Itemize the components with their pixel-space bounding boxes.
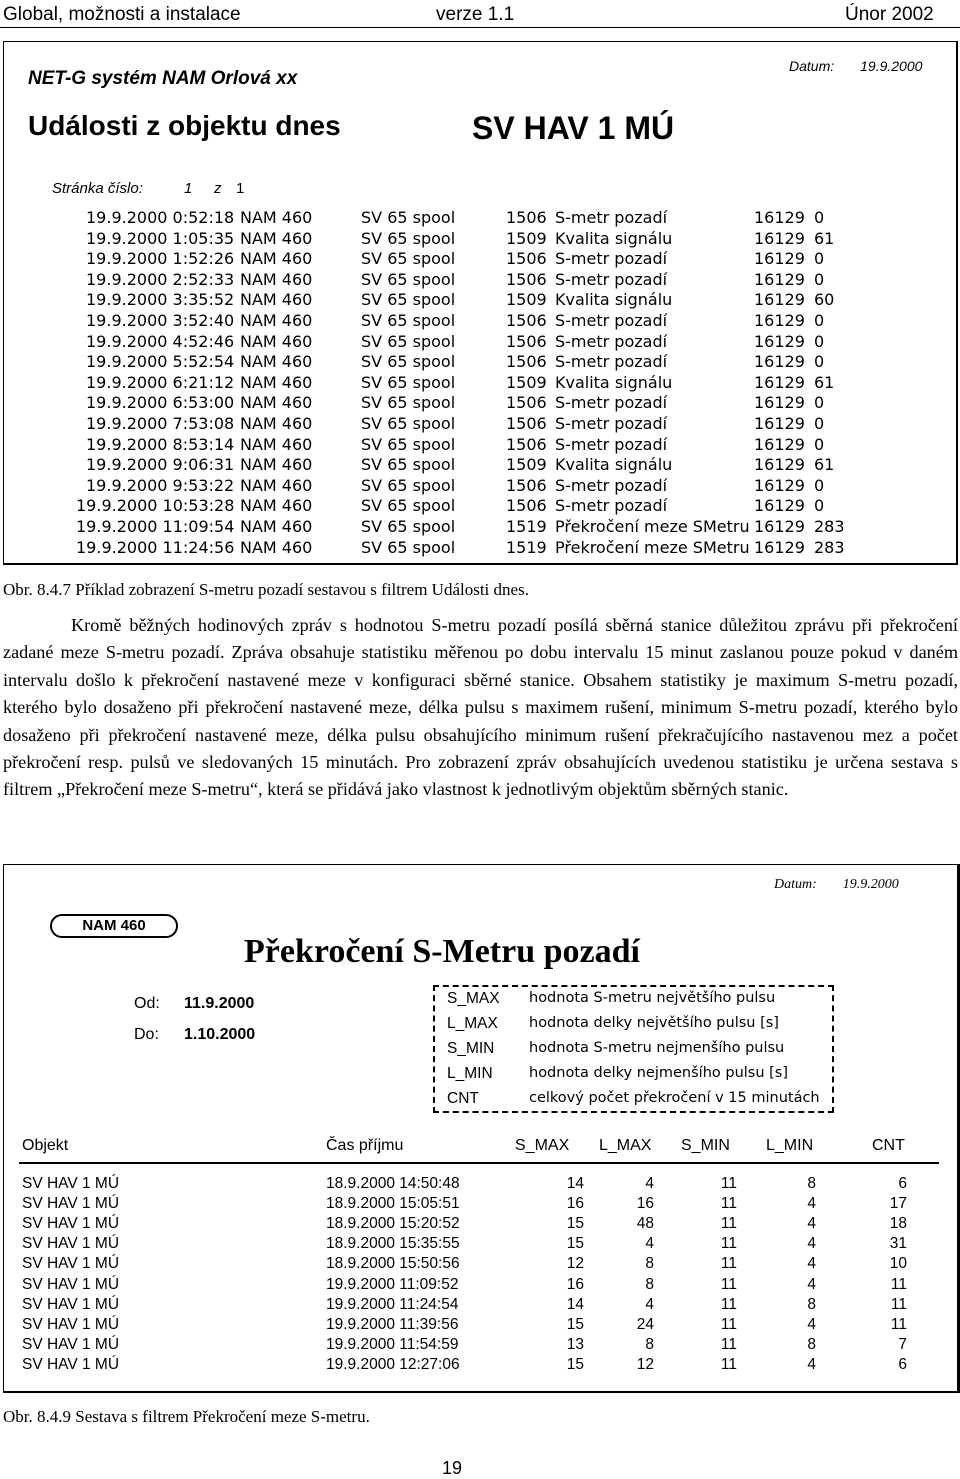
col-smin-cell: 11 (720, 1315, 737, 1333)
event-row (4, 352, 954, 372)
col-smin-cell: 11 (720, 1275, 737, 1293)
event-type: S-metr pozadí (555, 414, 668, 433)
col-smax-cell: 15 (566, 1215, 584, 1233)
figure2-caption: Obr. 8.4.9 Sestava s filtrem Překročení meze S-metru. (3, 1407, 370, 1426)
event-row (4, 249, 954, 269)
event-source: SV 65 spool (361, 208, 456, 227)
col-objekt-cell: SV HAV 1 MÚ (22, 1175, 120, 1192)
event-object-id: 16129 (754, 331, 805, 351)
event-object-id: 16129 (754, 228, 805, 248)
event-code: 1506 (506, 414, 547, 433)
col-cnt-cell: 31 (889, 1235, 907, 1253)
col-lmax-cell: 8 (645, 1335, 654, 1353)
col-lmax-cell: 4 (645, 1175, 654, 1192)
event-station: NAM 460 (240, 290, 313, 310)
table-row (4, 1316, 954, 1336)
event-value: 0 (814, 269, 825, 289)
event-type: S-metr pozadí (555, 208, 668, 227)
event-type: S-metr pozadí (555, 269, 668, 289)
event-value: 0 (814, 352, 825, 372)
event-value: 61 (814, 228, 835, 248)
col-cnt-cell: 7 (898, 1335, 907, 1353)
body-paragraph: Kromě běžných hodinových zpráv s hodnotou S-metru pozadí posílá sběrná stanice důležitou zprávu při překročení zadané meze S-metru pozadí. Zpráva obsahuje statistiku měřenou po dobu intervalu 15 minut zaslanou pouze pokud v daném intervalu došlo k překročení nastavené meze v konfiguraci sběrné stanice. Obsahem statistiky je maximum S-metru pozadí, kterého bylo dosaženo při překročení nastavené meze, délka pulsu s maximem rušení, minimum S-metru pozadí, kterého bylo dosaženo při překročení nastavené meze, délka pulsu obsahujícího minimum rušení překračujícího nastavenou mez a počet překročení resp. pulsů ve sledovaných 15 minutách. Pro zobrazení zpráv obsahujících uvedenou statistiku je určena sestava s filtrem „Překročení meze S-metru“, která se přidává jako vlastnost k jednotlivým objektům sběrných stanic. (3, 615, 958, 800)
col-cnt-cell: 6 (898, 1175, 907, 1192)
event-datetime: 19.9.2000 4:52:46 (86, 331, 235, 351)
col-cas-cell: 19.9.2000 11:09:52 (326, 1275, 459, 1293)
event-row (4, 229, 954, 249)
event-code: 1519 (506, 537, 547, 557)
event-type: S-metr pozadí (555, 249, 668, 269)
event-row (4, 373, 954, 393)
event-row (4, 538, 954, 558)
col-objekt-header: Objekt (22, 1137, 69, 1154)
event-row (4, 311, 954, 331)
legend-abbr: L_MIN (447, 1065, 493, 1082)
event-row (4, 270, 954, 290)
event-row (4, 455, 954, 475)
event-object-id: 16129 (754, 249, 805, 269)
event-station: NAM 460 (240, 414, 313, 433)
col-objekt-cell: SV HAV 1 MÚ (22, 1215, 120, 1233)
event-datetime: 19.9.2000 11:24:56 (76, 537, 235, 557)
event-station: NAM 460 (240, 331, 313, 351)
event-datetime: 19.9.2000 10:53:28 (76, 496, 235, 516)
event-station: NAM 460 (240, 228, 313, 248)
event-code: 1506 (506, 311, 547, 330)
col-objekt-cell: SV HAV 1 MÚ (22, 1255, 120, 1273)
running-header (0, 4, 960, 28)
table-header-rule (19, 1162, 939, 1164)
event-code: 1506 (506, 393, 547, 413)
event-code: 1506 (506, 352, 547, 372)
legend-abbr: CNT (447, 1090, 479, 1107)
col-smax-cell: 12 (566, 1255, 584, 1273)
event-source: SV 65 spool (361, 517, 456, 536)
event-report-figure (3, 41, 958, 565)
col-cas-cell: 18.9.2000 14:50:48 (326, 1175, 460, 1192)
event-station: NAM 460 (240, 208, 313, 227)
event-source: SV 65 spool (361, 269, 456, 289)
event-type: S-metr pozadí (555, 434, 668, 454)
col-smin-cell: 11 (720, 1255, 737, 1273)
col-lmax-header: L_MAX (599, 1137, 652, 1154)
col-lmin-cell: 4 (807, 1255, 816, 1273)
table-row (4, 1276, 954, 1296)
legend-desc: hodnota delky největšího pulsu [s] (529, 1015, 779, 1031)
header-title: Global, možnosti a instalace (3, 4, 241, 25)
figure1-caption: Obr. 8.4.7 Příklad zobrazení S-metru pozadí sestavou s filtrem Události dnes. (3, 580, 529, 599)
col-lmax-cell: 4 (645, 1295, 654, 1313)
col-smin-cell: 11 (720, 1195, 737, 1213)
date-from-value: 11.9.2000 (184, 995, 255, 1012)
event-code: 1509 (506, 228, 547, 248)
event-code: 1506 (506, 208, 547, 227)
event-source: SV 65 spool (361, 537, 456, 557)
event-datetime: 19.9.2000 9:06:31 (86, 455, 235, 475)
col-cas-cell: 18.9.2000 15:20:52 (326, 1215, 460, 1233)
event-source: SV 65 spool (361, 372, 456, 392)
event-station: NAM 460 (240, 372, 313, 392)
col-smin-cell: 11 (720, 1355, 737, 1373)
col-smax-cell: 16 (566, 1195, 584, 1213)
event-value: 0 (814, 311, 825, 330)
event-row (4, 208, 954, 228)
event-datetime: 19.9.2000 9:53:22 (86, 475, 235, 495)
col-lmin-header: L_MIN (766, 1137, 814, 1154)
legend-desc: hodnota delky nejmenšího pulsu [s] (529, 1065, 789, 1081)
event-code: 1506 (506, 434, 547, 454)
event-row (4, 496, 954, 516)
report-date-label: Datum: (789, 58, 835, 74)
col-cas-cell: 19.9.2000 11:39:56 (326, 1315, 459, 1333)
event-type: S-metr pozadí (555, 331, 668, 351)
col-cas-header: Čas příjmu (326, 1137, 404, 1154)
table-row (4, 1175, 954, 1195)
col-cnt-cell: 11 (890, 1275, 907, 1293)
page-total: 1 (236, 180, 245, 197)
event-row (4, 393, 954, 413)
col-smin-cell: 11 (720, 1175, 737, 1192)
col-lmax-cell: 48 (636, 1215, 654, 1233)
col-lmin-cell: 8 (807, 1175, 816, 1192)
event-object-id: 16129 (754, 517, 805, 536)
event-datetime: 19.9.2000 1:05:35 (86, 228, 235, 248)
report-date (789, 58, 922, 74)
event-value: 61 (814, 372, 835, 392)
event-station: NAM 460 (240, 249, 313, 269)
table-row (4, 1235, 954, 1255)
event-object-id: 16129 (754, 208, 805, 227)
event-object-id: 16129 (754, 311, 805, 330)
event-source: SV 65 spool (361, 331, 456, 351)
col-smin-cell: 11 (720, 1215, 737, 1233)
event-code: 1509 (506, 290, 547, 310)
event-code: 1509 (506, 455, 547, 475)
event-source: SV 65 spool (361, 393, 456, 413)
event-value: 283 (814, 537, 845, 557)
date-from (134, 995, 255, 1013)
col-cas-cell: 18.9.2000 15:50:56 (326, 1255, 460, 1273)
event-type: S-metr pozadí (555, 393, 668, 413)
event-row (4, 290, 954, 310)
col-lmax-cell: 4 (645, 1235, 654, 1253)
col-smax-cell: 15 (566, 1235, 584, 1253)
event-row (4, 332, 954, 352)
event-datetime: 19.9.2000 3:52:40 (86, 311, 235, 330)
event-object-id: 16129 (754, 414, 805, 433)
col-objekt-cell: SV HAV 1 MÚ (22, 1315, 120, 1333)
col-lmax-cell: 8 (645, 1255, 654, 1273)
report2-title: Překročení S-Metru pozadí (244, 933, 640, 970)
col-smax-header: S_MAX (515, 1137, 570, 1154)
col-cnt-cell: 17 (889, 1195, 907, 1213)
report-date-value: 19.9.2000 (860, 58, 923, 74)
page-label: Stránka číslo: (52, 180, 143, 197)
event-code: 1506 (506, 269, 547, 289)
col-cas-cell: 18.9.2000 15:35:55 (326, 1235, 460, 1253)
event-datetime: 19.9.2000 0:52:18 (86, 208, 235, 227)
event-value: 0 (814, 496, 825, 516)
station-badge: NAM 460 (50, 914, 178, 938)
col-objekt-cell: SV HAV 1 MÚ (22, 1295, 120, 1313)
event-value: 0 (814, 249, 825, 269)
event-station: NAM 460 (240, 455, 313, 475)
event-station: NAM 460 (240, 496, 313, 516)
date-to-value: 1.10.2000 (184, 1026, 256, 1043)
col-smin-header: S_MIN (681, 1137, 730, 1154)
event-object-id: 16129 (754, 455, 805, 475)
event-object-id: 16129 (754, 290, 805, 310)
report2-date-label: Datum: (774, 877, 817, 892)
event-source: SV 65 spool (361, 475, 456, 495)
col-smax-cell: 14 (566, 1175, 584, 1192)
col-cnt-cell: 6 (898, 1355, 907, 1373)
event-value: 283 (814, 517, 845, 536)
col-cnt-cell: 11 (890, 1295, 907, 1313)
table-row (4, 1336, 954, 1356)
col-cnt-header: CNT (872, 1137, 905, 1154)
event-source: SV 65 spool (361, 311, 456, 330)
event-datetime: 19.9.2000 11:09:54 (76, 517, 235, 536)
event-value: 0 (814, 393, 825, 413)
event-object-id: 16129 (754, 537, 805, 557)
event-source: SV 65 spool (361, 496, 456, 516)
col-lmin-cell: 4 (807, 1355, 816, 1373)
col-lmax-cell: 8 (645, 1275, 654, 1293)
event-source: SV 65 spool (361, 414, 456, 433)
col-lmin-cell: 4 (807, 1235, 816, 1253)
event-code: 1506 (506, 331, 547, 351)
event-station: NAM 460 (240, 537, 313, 557)
col-cnt-cell: 10 (889, 1255, 907, 1273)
table-row (4, 1356, 954, 1376)
date-to (134, 1026, 256, 1044)
legend-abbr: S_MIN (447, 1040, 495, 1057)
page-number-footer: 19 (442, 1458, 463, 1478)
event-source: SV 65 spool (361, 249, 456, 269)
event-type: Překročení meze SMetru (555, 517, 750, 536)
event-row (4, 414, 954, 434)
event-type: S-metr pozadí (555, 496, 668, 516)
col-cas-cell: 19.9.2000 11:24:54 (326, 1295, 459, 1313)
col-smax-cell: 15 (566, 1355, 584, 1373)
table-row (4, 1296, 954, 1316)
legend-box (433, 985, 834, 1113)
event-type: Kvalita signálu (555, 290, 673, 310)
event-code: 1509 (506, 372, 547, 392)
col-smax-cell: 13 (566, 1335, 584, 1353)
col-smax-cell: 16 (566, 1275, 584, 1293)
col-smin-cell: 11 (720, 1335, 737, 1353)
event-station: NAM 460 (240, 475, 313, 495)
event-datetime: 19.9.2000 1:52:26 (86, 249, 235, 269)
event-object-id: 16129 (754, 372, 805, 392)
page-of: z (214, 180, 222, 197)
report2-date (774, 877, 899, 893)
event-value: 0 (814, 414, 825, 433)
col-objekt-cell: SV HAV 1 MÚ (22, 1195, 120, 1213)
event-station: NAM 460 (240, 434, 313, 454)
col-smin-cell: 11 (720, 1235, 737, 1253)
event-source: SV 65 spool (361, 228, 456, 248)
table-header (4, 1137, 954, 1159)
event-code: 1519 (506, 517, 547, 536)
event-value: 60 (814, 290, 835, 310)
legend-desc: hodnota S-metru nejmenšího pulsu (529, 1040, 785, 1056)
col-cas-cell: 18.9.2000 15:05:51 (326, 1195, 460, 1213)
col-lmin-cell: 4 (807, 1195, 816, 1213)
exceedance-report-figure (3, 864, 960, 1393)
col-lmin-cell: 8 (807, 1295, 816, 1313)
event-value: 0 (814, 475, 825, 495)
col-smin-cell: 11 (720, 1295, 737, 1313)
col-cnt-cell: 11 (890, 1315, 907, 1333)
event-station: NAM 460 (240, 352, 313, 372)
event-datetime: 19.9.2000 6:53:00 (86, 393, 235, 413)
col-objekt-cell: SV HAV 1 MÚ (22, 1235, 120, 1253)
table-row (4, 1215, 954, 1235)
col-smax-cell: 15 (566, 1315, 584, 1333)
event-object-id: 16129 (754, 475, 805, 495)
event-datetime: 19.9.2000 6:21:12 (86, 372, 235, 392)
event-datetime: 19.9.2000 8:53:14 (86, 434, 235, 454)
event-value: 0 (814, 434, 825, 454)
event-object-id: 16129 (754, 434, 805, 454)
col-cas-cell: 19.9.2000 11:54:59 (326, 1335, 459, 1353)
event-code: 1506 (506, 496, 547, 516)
report-system-name: NET-G systém NAM Orlová xx (28, 68, 298, 89)
event-type: Kvalita signálu (555, 372, 673, 392)
event-station: NAM 460 (240, 269, 313, 289)
event-value: 0 (814, 331, 825, 351)
event-datetime: 19.9.2000 2:52:33 (86, 269, 235, 289)
event-station: NAM 460 (240, 393, 313, 413)
col-objekt-cell: SV HAV 1 MÚ (22, 1275, 120, 1293)
col-objekt-cell: SV HAV 1 MÚ (22, 1335, 120, 1353)
col-lmin-cell: 8 (807, 1335, 816, 1353)
col-lmin-cell: 4 (807, 1275, 816, 1293)
page-number: 1 (184, 180, 193, 197)
legend-desc: celkový počet překročení v 15 minutách (529, 1090, 820, 1106)
col-smax-cell: 14 (566, 1295, 584, 1313)
header-rule (0, 27, 960, 28)
date-from-label: Od: (134, 995, 160, 1012)
event-object-id: 16129 (754, 496, 805, 516)
event-datetime: 19.9.2000 3:35:52 (86, 290, 235, 310)
col-cnt-cell: 18 (889, 1215, 907, 1233)
event-datetime: 19.9.2000 5:52:54 (86, 352, 235, 372)
event-type: S-metr pozadí (555, 475, 668, 495)
event-code: 1506 (506, 475, 547, 495)
col-objekt-cell: SV HAV 1 MÚ (22, 1355, 120, 1373)
event-row (4, 517, 954, 537)
legend-abbr: S_MAX (447, 990, 500, 1007)
event-value: 61 (814, 455, 835, 475)
event-type: S-metr pozadí (555, 311, 668, 330)
header-version: verze 1.1 (436, 4, 515, 25)
col-lmin-cell: 4 (807, 1215, 816, 1233)
legend-desc: hodnota S-metru největšího pulsu (529, 990, 776, 1006)
table-row (4, 1195, 954, 1215)
event-type: Kvalita signálu (555, 228, 673, 248)
report-title: Události z objektu dnes (28, 110, 341, 141)
legend-abbr: L_MAX (447, 1015, 498, 1032)
event-row (4, 476, 954, 496)
col-lmin-cell: 4 (807, 1315, 816, 1333)
event-type: S-metr pozadí (555, 352, 668, 372)
report2-date-value: 19.9.2000 (842, 877, 899, 892)
event-source: SV 65 spool (361, 352, 456, 372)
event-value: 0 (814, 208, 825, 227)
col-lmax-cell: 16 (636, 1195, 654, 1213)
event-station: NAM 460 (240, 311, 313, 330)
event-source: SV 65 spool (361, 290, 456, 310)
col-lmax-cell: 12 (636, 1355, 654, 1373)
event-source: SV 65 spool (361, 434, 456, 454)
report-object: SV HAV 1 MÚ (472, 110, 675, 146)
table-row (4, 1255, 954, 1275)
event-source: SV 65 spool (361, 455, 456, 475)
event-object-id: 16129 (754, 393, 805, 413)
event-type: Kvalita signálu (555, 455, 673, 475)
event-row (4, 435, 954, 455)
event-type: Překročení meze SMetru (555, 537, 750, 557)
event-code: 1506 (506, 249, 547, 269)
col-lmax-cell: 24 (636, 1315, 654, 1333)
event-datetime: 19.9.2000 7:53:08 (86, 414, 235, 433)
col-cas-cell: 19.9.2000 12:27:06 (326, 1355, 460, 1373)
event-station: NAM 460 (240, 517, 313, 536)
header-date: Únor 2002 (845, 4, 934, 25)
event-object-id: 16129 (754, 269, 805, 289)
date-to-label: Do: (134, 1026, 159, 1043)
event-object-id: 16129 (754, 352, 805, 372)
